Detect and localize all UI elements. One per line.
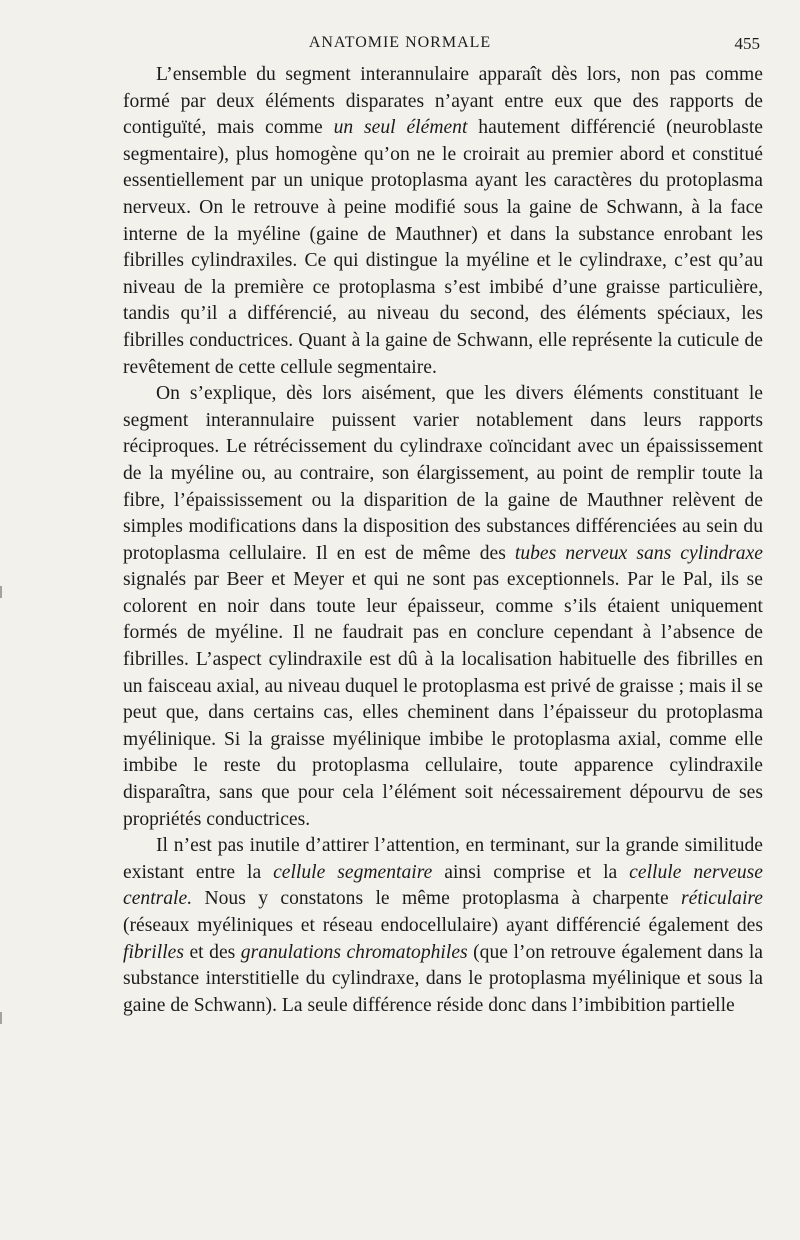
text-run: Nous y constatons le même protoplasma à charpente <box>192 888 682 910</box>
text-run: L’ensemble du segment interannulaire apparaît dès lors, non pas comme formé par deux éléments disparates n’ayant entre eux que des rapports de contiguïté, mais comme <box>123 64 763 139</box>
page-number: 455 <box>734 34 760 53</box>
italic-run: un seul élément <box>333 117 468 139</box>
margin-mark <box>0 586 12 598</box>
italic-run: fibrilles <box>123 941 184 963</box>
text-run: (que l’on retrouve également dans la substance interstitielle du cylindraxe, dans le protoplasma myélinique et sous la gaine de Schwann). La seule différence réside donc dans l’imbibition partielle <box>123 941 763 1016</box>
text-run: signalés par Beer et Meyer et qui ne sont pas exceptionnels. Par le Pal, ils se colorent en noir dans toute leur épaisseur, comme s’ils étaient uniquement formés de myéline. Il ne faudrait pas en conclure cependant à l’absence de fibrilles. L’aspect cylindraxile est dû à la localisation habituelle des fibrilles en un faisceau axial, au niveau duquel le protoplasma est privé de graisse ; mais il se peut que, dans certains cas, elles cheminent dans l’épaisseur du protoplasma myélinique. Si la graisse myélinique imbibe le protoplasma axial, comme elle imbibe le reste du protoplasma cellulaire, toute apparence cylindraxile disparaîtra, sans que pour cela l’élément soit nécessairement dépourvu de ses propriétés conductrices. <box>123 569 763 830</box>
paragraph <box>123 833 763 1019</box>
italic-run: réticulaire <box>681 888 763 910</box>
text-run: Il n’est pas inutile d’attirer l’attention, en terminant, sur la grande similitude existant entre la <box>123 835 763 883</box>
text-run: On s’explique, dès lors aisément, que les divers éléments constituant le segment interannulaire puissent varier notablement dans leurs rapports réciproques. Le rétrécissement du cylindraxe coïncidant avec un épaississement de la myéline ou, au contraire, son élargissement, au point de remplir toute la fibre, l’épaississement ou la disparition de la gaine de Mauthner relèvent de simples modifications dans la disposition des substances différenciées au sein du protoplasma cellulaire. Il en est de même des <box>123 383 763 564</box>
body-text <box>123 62 763 1019</box>
italic-run: granulations chromatophiles <box>240 941 468 963</box>
paragraph <box>123 62 763 381</box>
running-head <box>0 34 800 58</box>
italic-run: cellule nerveuse centrale. <box>123 861 763 910</box>
text-run: et des <box>183 941 241 963</box>
text-run: hautement différencié (neuroblaste segmentaire), plus homogène qu’on ne le croirait au premier abord et constitué essentiellement par un unique protoplasma ayant les caractères du protoplasma nerveux. On le retrouve à peine modifié sous la gaine de Schwann, à la face interne de la myéline (gaine de Mauthner) et dans la substance enrobant les fibrilles cylindraxiles. Ce qui distingue la myéline et le cylindraxe, c’est qu’au niveau de la première ce protoplasma s’est imbibé d’une graisse particulière, tandis qu’il a différencié, au niveau du second, des éléments spéciaux, les fibrilles conductrices. Quant à la gaine de Schwann, elle représente la cuticule de revêtement de cette cellule segmentaire. <box>123 117 763 378</box>
running-title: ANATOMIE NORMALE <box>308 34 492 51</box>
italic-run: cellule segmentaire <box>273 861 433 883</box>
paragraph <box>123 381 763 833</box>
text-run: ainsi comprise et la <box>432 861 630 883</box>
text-run: (réseaux myéliniques et réseau endocellulaire) ayant différencié également des <box>123 915 763 936</box>
margin-mark <box>0 1012 12 1024</box>
italic-run: tubes nerveux sans cylindraxe <box>514 542 763 564</box>
